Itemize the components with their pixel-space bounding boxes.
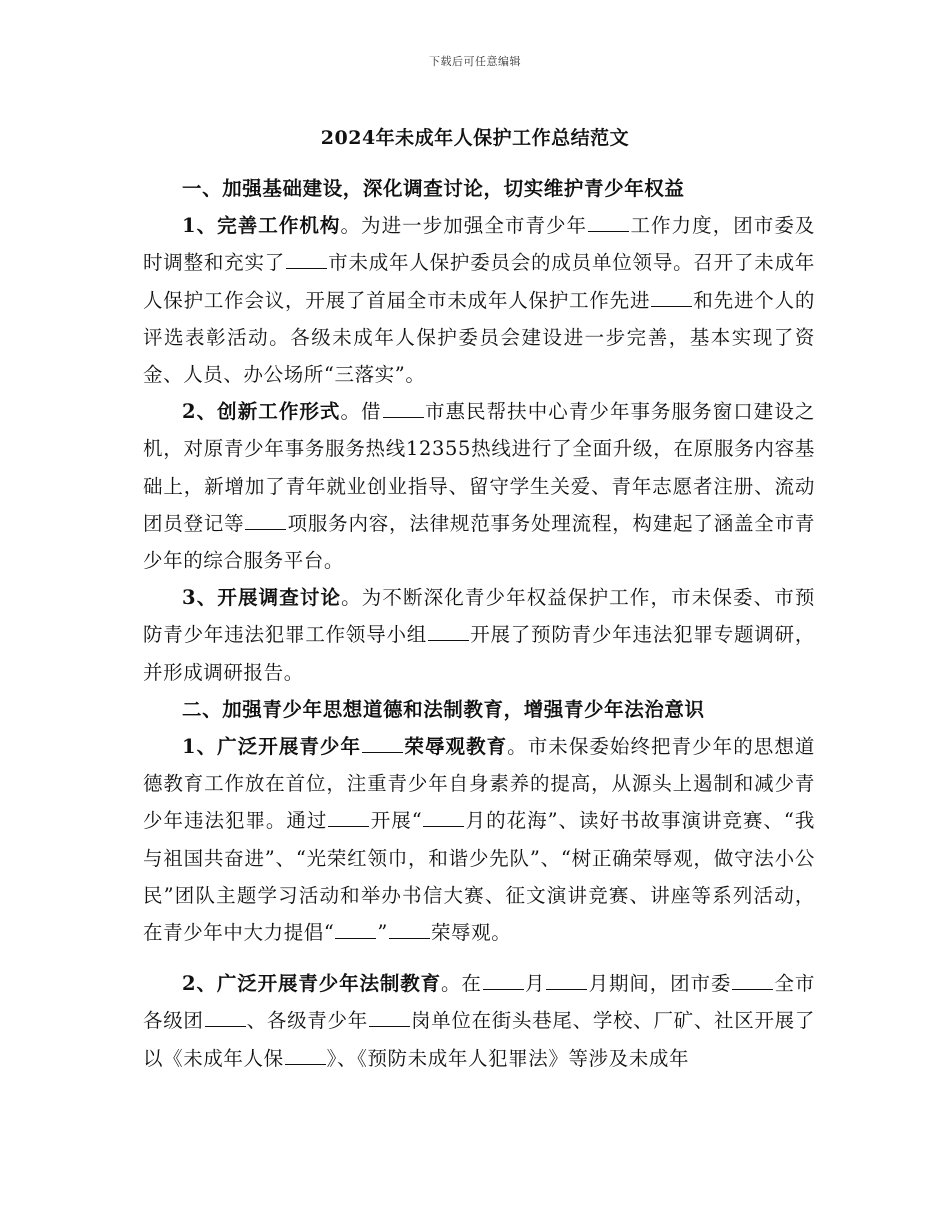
paragraph-lead: 2、广泛开展青少年法制教育 [182,972,442,996]
blank-line [428,623,469,642]
blank-line [732,972,773,991]
blank-line [369,1009,410,1028]
paragraph-lead: 2、创新工作形式 [182,400,341,424]
paragraph-text: 月期间，团市委 [588,972,732,996]
paragraph-text: ” [377,921,388,945]
paragraph-text: 工作力度，团市委及时调整和充实了 [143,214,816,275]
blank-line [389,921,430,940]
paragraph-text: 。为进一步加强全市青少年 [340,214,588,238]
blank-line [335,921,376,940]
paragraph-2-1 [143,728,815,951]
paragraph-lead: 1、广泛开展青少年 [182,735,362,759]
paragraph-text: 全市各级团 [143,972,815,1033]
paragraph-text: 开展了预防青少年违法犯罪专题调研，并形成调研报告。 [143,623,815,684]
blank-line [383,400,424,419]
paragraph-text: 市惠民帮扶中心青少年事务服务窗口建设之机，对原青少年事务服务热线12355热线进行了全面升级，在原服务内容基础上，新增加了青年就业创业指导、留守学生关爱、青年志愿者注册、流动团员登记等 [143,400,815,535]
paragraph-text: 。市未保委始终把青少年的思想道德教育工作放在首位，注重青少年自身素养的提高，从源头上遏制和减少青少年违法犯罪。通过 [143,735,815,833]
paragraph-text: 和先进个人的评选表彰活动。各级未成年人保护委员会建设进一步完善，基本实现了资金、人员、办公场所“三落实”。 [143,288,815,387]
section-heading-1: 一、加强基础建设，深化调查讨论，切实维护青少年权益 [182,177,685,200]
paragraph-2-2 [143,965,815,1077]
paragraph-1-3 [143,579,815,691]
document-title: 2024年未成年人保护工作总结范文 [320,127,630,149]
paragraph-text: 。在 [441,972,482,996]
blank-line [205,1009,246,1028]
blank-line [328,809,369,828]
paragraph-text: 》、《预防未成年人犯罪法》等涉及未成年 [326,1046,690,1070]
blank-line [286,251,327,270]
paragraph-text: 。借 [340,400,382,424]
section-heading-2: 二、加强青少年思想道德和法制教育，增强青少年法治意识 [182,697,705,721]
document-body [143,170,815,1077]
blank-line [245,511,286,530]
blank-line [651,288,692,307]
paragraph-text: 、各级青少年 [246,1009,368,1033]
paragraph-text: 岗单位在街头巷尾、学校、厂矿、社区开展了以《未成年人保 [143,1009,815,1070]
paragraph-text: 开展“ [370,809,423,833]
blank-line [285,1046,326,1065]
paragraph-lead: 3、开展调查讨论 [182,586,342,610]
paragraph-text: 市未成年人保护委员会的成员单位领导。召开了未成年人保护工作会议，开展了首届全市未成年人保护工作先进 [143,251,815,312]
paragraph-text: 月 [524,972,546,996]
paragraph-lead: 荣辱观教育 [403,735,508,759]
paragraph-text: 项服务内容，法律规范事务处理流程，构建起了涵盖全市青少年的综合服务平台。 [143,511,815,573]
paragraph-gap [143,951,815,965]
paragraph-1-2 [143,393,815,579]
paragraph-text: 月的花海”、读好书故事演讲竞赛、“我与祖国共奋进”、“光荣红领巾，和谐少先队”、“树正确荣辱观，做守法小公民”团队主题学习活动和举办书信大赛、征文演讲竞赛、讲座等系列活动，在青少年中大力提倡“ [143,809,815,945]
blank-line [423,809,464,828]
blank-line [588,214,629,233]
paragraph-text: 荣辱观。 [430,921,512,945]
paragraph-1-1 [143,207,815,393]
paragraph-lead: 1、完善工作机构 [182,214,341,238]
blank-line [362,735,403,754]
blank-line [546,972,587,991]
header-note: 下载后可任意编辑 [429,55,521,68]
blank-line [483,972,524,991]
paragraph-text: 。为不断深化青少年权益保护工作，市未保委、市预防青少年违法犯罪工作领导小组 [143,586,815,647]
